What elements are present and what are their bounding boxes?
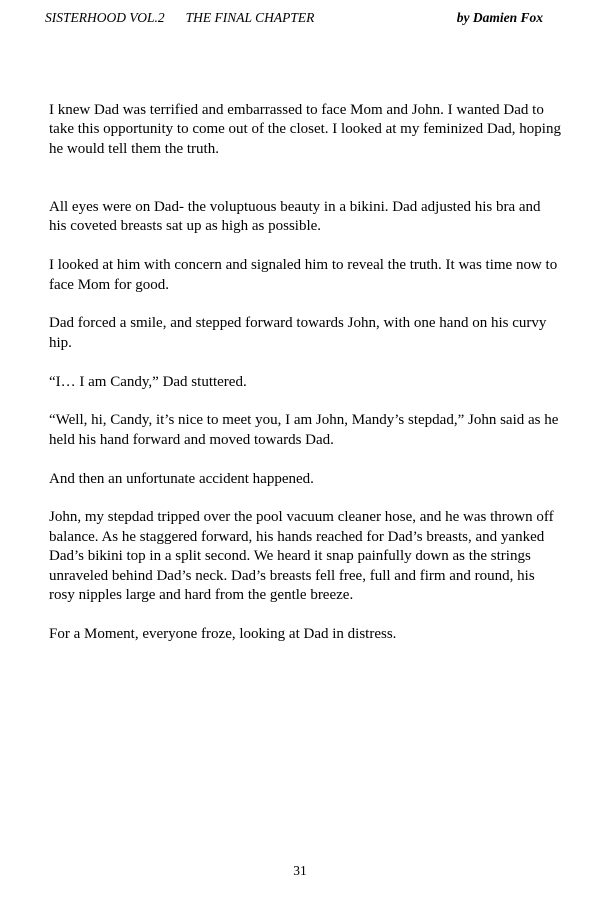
paragraph: “Well, hi, Candy, it’s nice to meet you, I am John, Mandy’s stepdad,” John said as he held his hand forward and moved towards Dad.	[49, 412, 559, 448]
paragraph: And then an unfortunate accident happened.	[49, 470, 314, 487]
paragraph: Dad forced a smile, and stepped forward towards John, with one hand on his curvy hip.	[49, 315, 547, 351]
paragraph: “I… I am Candy,” Dad stuttered.	[49, 373, 247, 390]
author-byline: by Damien Fox	[456, 10, 543, 25]
series-title: SISTERHOOD VOL.2	[45, 10, 165, 25]
page-number: 31	[293, 863, 307, 878]
paragraph: I knew Dad was terrified and embarrassed to face Mom and John. I wanted Dad to take this opportunity to come out of the closet. I looked at my feminized Dad, hoping he would tell them the truth.	[49, 102, 561, 157]
paragraph: John, my stepdad tripped over the pool vacuum cleaner hose, and he was thrown off balance. As he staggered forward, his hands reached for Dad’s breasts, and yanked Dad’s bikini top in a split second. We heard it snap painfully down as the strings unraveled behind Dad’s neck. Dad’s breasts fell free, full and firm and round, his rosy nipples large and hard from the gentle breeze.	[49, 509, 554, 604]
paragraph: For a Moment, everyone froze, looking at Dad in distress.	[49, 625, 397, 642]
body-text	[49, 101, 561, 664]
chapter-title: THE FINAL CHAPTER	[185, 10, 315, 25]
paragraph: I looked at him with concern and signaled him to reveal the truth. It was time now to face Mom for good.	[49, 257, 558, 293]
header-titles	[45, 11, 314, 25]
running-header	[45, 11, 543, 25]
paragraph: All eyes were on Dad- the voluptuous beauty in a bikini. Dad adjusted his bra and his coveted breasts sat up as high as possible.	[49, 199, 541, 235]
